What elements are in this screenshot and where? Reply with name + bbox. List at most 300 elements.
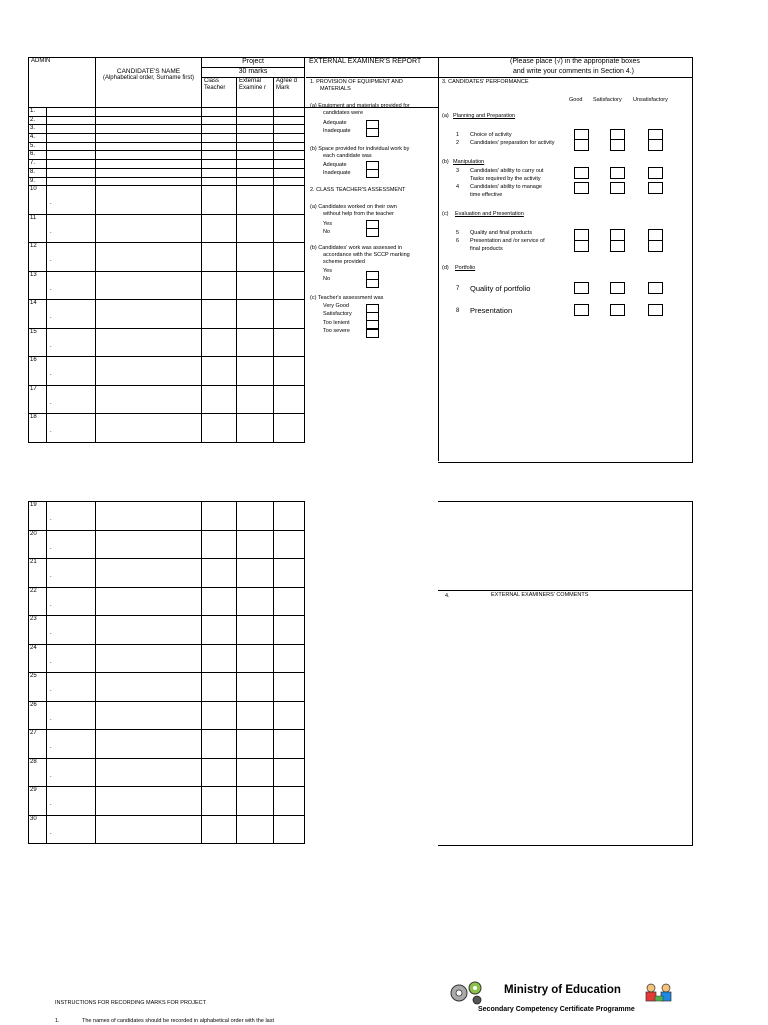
ministry-title: Ministry of Education [504,984,621,996]
name-cell[interactable] [96,559,202,588]
row-dot: . [50,715,52,722]
item-6-text-2: final products [470,246,503,252]
table-row [29,414,439,443]
agreed-mark-cell[interactable] [274,116,305,125]
name-cell[interactable] [96,616,202,645]
row-dot: . [50,544,52,551]
row-number: 29 [29,787,47,816]
instruction-1-num: 1. [55,1018,60,1024]
name-cell[interactable] [96,385,202,414]
row-dot: . [50,687,52,693]
s2a-text: (a) Candidates worked on their own [310,204,397,210]
agreed-mark-cell[interactable] [274,328,305,357]
col-satisfactory: Satisfactory [593,97,622,103]
name-cell[interactable] [96,758,202,787]
good-checkbox[interactable] [574,139,589,151]
good-checkbox[interactable] [574,304,589,316]
admin-cell[interactable] [47,125,96,134]
name-cell[interactable] [96,587,202,616]
name-cell[interactable] [96,177,202,186]
satisfactory-checkbox[interactable] [610,304,625,316]
row-dot: . [50,228,52,235]
agreed-mark-cell[interactable] [274,108,305,117]
admin-cell[interactable] [47,357,96,386]
table-row [29,730,439,759]
row-number: 17 [29,385,47,414]
unsatisfactory-checkbox[interactable] [648,139,663,151]
admin-cell[interactable] [47,108,96,117]
row-dot: . [50,257,52,264]
external-examiner-cell[interactable] [237,730,274,759]
s1b-text: (b) Space provided for individual work by [310,146,410,152]
satisfactory-checkbox[interactable] [610,282,625,294]
row-dot: . [50,601,52,608]
row-number: 28 [29,758,47,787]
agreed-mark-cell[interactable] [274,151,305,160]
name-cell[interactable] [96,271,202,300]
item-7-num: 7 [456,286,460,292]
row-dot: . [50,371,52,378]
marks-header: 30 marks [202,68,305,78]
admin-cell[interactable] [47,385,96,414]
item-4-num: 4 [456,184,460,190]
item-1-text: Choice of activity [470,132,512,138]
external-examiner-cell[interactable] [237,142,274,151]
row-number: 18 [29,414,47,443]
table-row [29,701,439,730]
row-number: 12 [29,243,47,272]
s2c-too-severe: Too severe [323,328,350,334]
name-cell[interactable] [96,116,202,125]
name-cell[interactable] [96,134,202,143]
s2a-no: No [323,229,331,235]
external-examiner-cell[interactable] [237,414,274,443]
row-number: 9. [29,177,47,186]
s1a-adequate: Adequate [323,120,347,126]
name-cell[interactable] [96,160,202,169]
row-number: 11 [29,214,47,243]
row-dot: . [50,428,52,435]
name-cell[interactable] [96,142,202,151]
admin-cell[interactable] [47,644,96,673]
row-number: 23 [29,616,47,645]
row-number: 21 [29,559,47,588]
name-cell[interactable] [96,730,202,759]
s2b-text-3: scheme provided [323,259,365,265]
satisfactory-checkbox[interactable] [610,167,625,179]
name-cell[interactable] [96,701,202,730]
admin-cell[interactable] [47,414,96,443]
name-cell[interactable] [96,414,202,443]
s3b-label: (b) [442,159,449,165]
admin-cell[interactable] [47,243,96,272]
class-teacher-cell[interactable] [202,168,237,177]
admin-cell[interactable] [47,616,96,645]
programme-title: Secondary Competency Certificate Programme [478,1006,635,1013]
class-teacher-cell[interactable] [202,357,237,386]
external-examiner-cell[interactable] [237,502,274,531]
row-number: 26 [29,701,47,730]
unsatisfactory-checkbox[interactable] [648,282,663,294]
name-cell[interactable] [96,530,202,559]
external-examiner-cell[interactable] [237,214,274,243]
item-1-num: 1 [456,132,460,138]
row-dot: . [50,658,52,665]
s2b-no: No [323,276,331,282]
agreed-mark-cell[interactable] [274,243,305,272]
row-number: 25 [29,673,47,702]
report-instruction-1: (Please place (√) in the appropriate boxes [510,58,640,65]
class-teacher-cell[interactable] [202,243,237,272]
agreed-mark-cell[interactable] [274,125,305,134]
comments-num: 4. [445,593,450,599]
class-teacher-cell[interactable] [202,673,237,702]
external-examiner-cell[interactable] [237,116,274,125]
name-cell[interactable] [96,125,202,134]
class-teacher-cell[interactable] [202,177,237,186]
gears-logo-icon [447,976,487,1006]
class-teacher-cell[interactable] [202,134,237,143]
external-examiner-cell[interactable] [237,160,274,169]
unsatisfactory-checkbox[interactable] [648,304,663,316]
s3a-label: (a) [442,113,449,119]
admin-cell[interactable] [47,116,96,125]
admin-cell[interactable] [47,815,96,844]
s3d-title: Portfolio [455,265,476,271]
report-mid-divider [438,77,439,461]
class-teacher-cell[interactable] [202,385,237,414]
students-logo-icon [641,982,677,1006]
row-number: 27 [29,730,47,759]
external-examiner-cell[interactable] [237,151,274,160]
good-checkbox[interactable] [574,240,589,252]
admin-cell[interactable] [47,214,96,243]
external-examiner-cell[interactable] [237,587,274,616]
s1b-inadequate: Inadequate [323,170,351,176]
s1b-adequate: Adequate [323,162,347,168]
class-teacher-cell[interactable] [202,502,237,531]
item-3-num: 3 [456,168,460,174]
table-row [29,815,439,844]
admin-cell[interactable] [47,502,96,531]
class-teacher-cell[interactable] [202,125,237,134]
row-dot: . [50,285,52,292]
row-dot: . [50,314,52,321]
name-cell[interactable] [96,214,202,243]
item-4-text: Candidates' ability to manage [470,184,542,190]
instruction-1-text: The names of candidates should be recorded in alphabetical order with the last [82,1018,275,1024]
item-6-text: Presentation and /or service of [470,238,545,244]
row-dot: . [50,772,52,779]
external-examiner-cell[interactable] [237,328,274,357]
agreed-mark-cell[interactable] [274,134,305,143]
table-row [29,644,439,673]
row-number: 7. [29,160,47,169]
external-examiner-cell[interactable] [237,644,274,673]
external-examiner-cell[interactable] [237,385,274,414]
class-teacher-cell[interactable] [202,116,237,125]
col-good: Good [569,97,583,103]
class-teacher-cell[interactable] [202,142,237,151]
s1a-inadequate-checkbox[interactable] [366,128,379,137]
admin-cell[interactable] [47,300,96,329]
external-examiner-cell[interactable] [237,125,274,134]
row-dot: . [50,744,52,750]
agreed-mark-cell[interactable] [274,787,305,816]
comments-divider [438,590,692,591]
name-cell[interactable] [96,357,202,386]
external-examiner-cell[interactable] [237,530,274,559]
s3-title: 3. CANDIDATES' PERFORMANCE [442,79,529,85]
agreed-mark-cell[interactable] [274,587,305,616]
agreed-mark-cell[interactable] [274,214,305,243]
s3b-title: Manipulation [453,159,485,165]
class-teacher-cell[interactable] [202,787,237,816]
good-checkbox[interactable] [574,282,589,294]
s1b-inadequate-checkbox[interactable] [366,169,379,178]
external-examiner-cell[interactable] [237,271,274,300]
class-teacher-cell[interactable] [202,559,237,588]
admin-cell[interactable] [47,559,96,588]
external-examiner-col: External Examine r [237,78,274,108]
s2c-satisfactory: Satisfactory [323,311,352,317]
agreed-mark-cell[interactable] [274,616,305,645]
external-examiner-cell[interactable] [237,243,274,272]
agreed-mark-cell[interactable] [274,730,305,759]
row-dot: . [50,801,52,807]
table-row [29,616,439,645]
external-examiner-cell[interactable] [237,559,274,588]
agreed-mark-cell[interactable] [274,186,305,215]
admin-cell[interactable] [47,151,96,160]
table-row [29,385,439,414]
agreed-mark-cell[interactable] [274,644,305,673]
comments-section-border [438,501,693,846]
s3c-title: Evaluation and Presentation [455,211,524,217]
s2c-too-severe-checkbox[interactable] [366,329,379,338]
agreed-mark-cell[interactable] [274,815,305,844]
class-teacher-cell[interactable] [202,214,237,243]
agreed-mark-cell[interactable] [274,142,305,151]
s2c-too-lenient-checkbox[interactable] [366,320,379,329]
project-header: Project [202,58,305,68]
s3c-label: (c) [442,211,449,217]
admin-cell[interactable] [47,530,96,559]
item-5-num: 5 [456,230,460,236]
admin-cell[interactable] [47,186,96,215]
agreed-mark-cell[interactable] [274,357,305,386]
class-teacher-cell[interactable] [202,186,237,215]
class-teacher-cell[interactable] [202,300,237,329]
table-row [29,587,439,616]
external-examiner-cell[interactable] [237,357,274,386]
admin-cell[interactable] [47,177,96,186]
agreed-mark-cell[interactable] [274,271,305,300]
unsatisfactory-checkbox[interactable] [648,182,663,194]
agreed-mark-cell[interactable] [274,385,305,414]
admin-cell[interactable] [47,168,96,177]
item-3-text-2: Tasks required by the activity [470,176,541,182]
class-teacher-col: Class Teacher [202,78,237,108]
admin-header-blank [29,78,96,108]
s1a-inadequate: Inadequate [323,128,351,134]
table-row [29,758,439,787]
table-row [29,787,439,816]
external-examiner-cell[interactable] [237,616,274,645]
s1-title: 1. PROVISION OF EQUIPMENT AND [310,79,403,85]
admin-cell[interactable] [47,673,96,702]
item-2-text: Candidates' preparation for activity [470,140,555,146]
name-cell[interactable] [96,186,202,215]
external-examiner-cell[interactable] [237,186,274,215]
admin-cell[interactable] [47,271,96,300]
name-cell[interactable] [96,243,202,272]
admin-cell[interactable] [47,142,96,151]
external-examiner-cell[interactable] [237,177,274,186]
report-title: EXTERNAL EXAMINER'S REPORT [309,58,422,65]
agreed-mark-col: Agree d Mark [274,78,305,108]
item-8-num: 8 [456,308,460,314]
row-number: 20 [29,530,47,559]
name-cell[interactable] [96,168,202,177]
row-dot: . [50,516,52,522]
item-8-text: Presentation [470,306,513,315]
s2a-yes: Yes [323,221,332,227]
agreed-mark-cell[interactable] [274,168,305,177]
name-cell[interactable] [96,644,202,673]
satisfactory-checkbox[interactable] [610,139,625,151]
s1a-text-2: candidates were [323,110,364,116]
s2a-no-checkbox[interactable] [366,228,379,237]
admin-cell[interactable] [47,134,96,143]
agreed-mark-cell[interactable] [274,530,305,559]
admin-cell[interactable] [47,587,96,616]
table-row [29,559,439,588]
class-teacher-cell[interactable] [202,271,237,300]
class-teacher-cell[interactable] [202,414,237,443]
satisfactory-checkbox[interactable] [610,240,625,252]
external-examiner-cell[interactable] [237,701,274,730]
row-dot: . [50,829,52,836]
class-teacher-cell[interactable] [202,815,237,844]
s1b-text-2: each candidate was [323,153,372,159]
row-number: 15 [29,328,47,357]
s2b-yes: Yes [323,268,332,274]
table-row [29,357,439,386]
s2b-text-2: accordance with the SCCP marking [323,252,410,258]
agreed-mark-cell[interactable] [274,559,305,588]
row-dot: . [50,573,52,579]
item-3-text: Candidates' ability to carry out [470,168,544,174]
row-dot: . [50,399,52,406]
table-row [29,502,439,531]
s2c-text: (c) Teacher's assessment was [310,295,384,301]
row-number: 22 [29,587,47,616]
agreed-mark-cell[interactable] [274,758,305,787]
class-teacher-cell[interactable] [202,108,237,117]
class-teacher-cell[interactable] [202,644,237,673]
class-teacher-cell[interactable] [202,587,237,616]
name-cell[interactable] [96,300,202,329]
agreed-mark-cell[interactable] [274,673,305,702]
item-7-text: Quality of portfolio [470,284,531,293]
s2-title: 2. CLASS TEACHER'S ASSESSMENT [310,187,406,193]
external-examiner-cell[interactable] [237,134,274,143]
row-number: 19 [29,502,47,531]
name-cell[interactable] [96,502,202,531]
external-examiner-cell[interactable] [237,673,274,702]
admin-cell[interactable] [47,328,96,357]
s2b-no-checkbox[interactable] [366,279,379,288]
good-checkbox[interactable] [574,182,589,194]
admin-cell[interactable] [47,701,96,730]
agreed-mark-cell[interactable] [274,177,305,186]
external-examiner-cell[interactable] [237,815,274,844]
s2b-text: (b) Candidates' work was assessed in [310,245,403,251]
class-teacher-cell[interactable] [202,328,237,357]
name-cell[interactable] [96,787,202,816]
admin-cell[interactable] [47,787,96,816]
name-cell[interactable] [96,151,202,160]
name-cell[interactable] [96,673,202,702]
agreed-mark-cell[interactable] [274,160,305,169]
s2a-text-2: without help from the teacher [323,211,394,217]
unsatisfactory-checkbox[interactable] [648,167,663,179]
admin-cell[interactable] [47,758,96,787]
agreed-mark-cell[interactable] [274,300,305,329]
comments-title: EXTERNAL EXAMINERS' COMMENTS [491,592,589,598]
class-teacher-cell[interactable] [202,701,237,730]
satisfactory-checkbox[interactable] [610,182,625,194]
row-number: 30 [29,815,47,844]
good-checkbox[interactable] [574,167,589,179]
item-6-num: 6 [456,238,460,244]
row-number: 6. [29,151,47,160]
class-teacher-cell[interactable] [202,730,237,759]
item-2-num: 2 [456,140,460,146]
row-number: 1. [29,108,47,117]
report-top-divider [306,77,692,78]
agreed-mark-cell[interactable] [274,414,305,443]
row-number: 3. [29,125,47,134]
admin-cell[interactable] [47,730,96,759]
row-number: 14 [29,300,47,329]
instructions-title: INSTRUCTIONS FOR RECORDING MARKS FOR PROJECT [55,1000,206,1006]
row-number: 10 [29,186,47,215]
class-teacher-cell[interactable] [202,160,237,169]
bottom-marks-table [28,501,439,844]
admin-cell[interactable] [47,160,96,169]
row-number: 4. [29,134,47,143]
name-cell[interactable] [96,815,202,844]
external-examiner-cell[interactable] [237,300,274,329]
class-teacher-cell[interactable] [202,758,237,787]
name-cell[interactable] [96,328,202,357]
s3d-label: (d) [442,265,449,271]
agreed-mark-cell[interactable] [274,701,305,730]
name-cell[interactable] [96,108,202,117]
external-examiner-cell[interactable] [237,758,274,787]
class-teacher-cell[interactable] [202,616,237,645]
external-examiner-cell[interactable] [237,108,274,117]
external-examiner-cell[interactable] [237,787,274,816]
unsatisfactory-checkbox[interactable] [648,240,663,252]
class-teacher-cell[interactable] [202,530,237,559]
class-teacher-cell[interactable] [202,151,237,160]
agreed-mark-cell[interactable] [274,502,305,531]
external-examiner-cell[interactable] [237,168,274,177]
row-dot: . [50,630,52,636]
